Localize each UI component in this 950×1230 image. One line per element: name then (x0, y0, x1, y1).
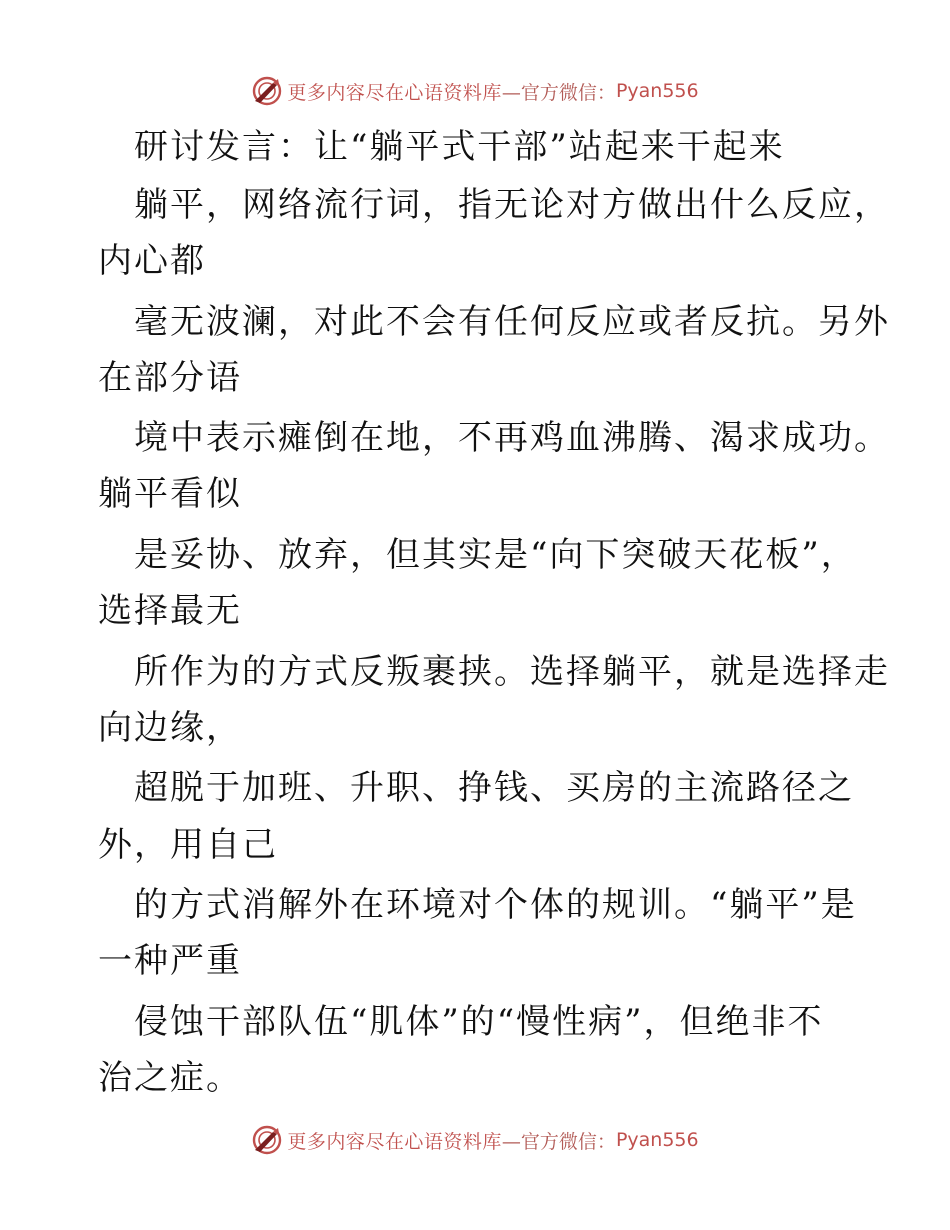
paragraph-line: 向边缘， (98, 708, 242, 748)
paragraph-line: 在部分语 (98, 358, 242, 398)
footer-watermark (0, 1120, 950, 1160)
paragraph-line: 是妥协、放弃，但其实是“向下突破天花板”， (134, 535, 857, 575)
paragraph-line: 外，用自己 (98, 825, 278, 865)
watermark-text: 更多内容尽在心语资料库 (287, 1130, 502, 1153)
header-watermark (0, 71, 950, 111)
watermark-handle: Pyan556 (615, 1129, 699, 1151)
paragraph-line: 躺平看似 (98, 474, 242, 514)
paragraph-line: 躺平，网络流行词，指无论对方做出什么反应， (134, 185, 890, 225)
logo-icon (251, 1124, 283, 1156)
logo-icon (251, 75, 283, 107)
paragraph-line: 一种严重 (98, 941, 242, 981)
watermark-text: 更多内容尽在心语资料库 (287, 81, 502, 104)
watermark-separator: —官方微信： (501, 1130, 616, 1153)
document-title: 研讨发言：让“躺平式干部”站起来干起来 (134, 127, 785, 167)
watermark-handle: Pyan556 (615, 80, 699, 102)
paragraph-line: 内心都 (98, 241, 206, 281)
paragraph-line: 超脱于加班、升职、挣钱、买房的主流路径之 (134, 768, 854, 808)
paragraph-line: 治之症。 (98, 1058, 242, 1098)
paragraph-line: 毫无波澜，对此不会有任何反应或者反抗。另外 (134, 302, 890, 342)
paragraph-line: 境中表示瘫倒在地，不再鸡血沸腾、渴求成功。 (134, 418, 890, 458)
paragraph-line: 侵蚀干部队伍“肌体”的“慢性病”，但绝非不 (134, 1002, 824, 1042)
paragraph-line: 所作为的方式反叛裹挟。选择躺平，就是选择走 (134, 652, 890, 692)
paragraph-line: 选择最无 (98, 591, 242, 631)
watermark-separator: —官方微信： (501, 81, 616, 104)
paragraph-line: 的方式消解外在环境对个体的规训。“躺平”是 (134, 885, 857, 925)
